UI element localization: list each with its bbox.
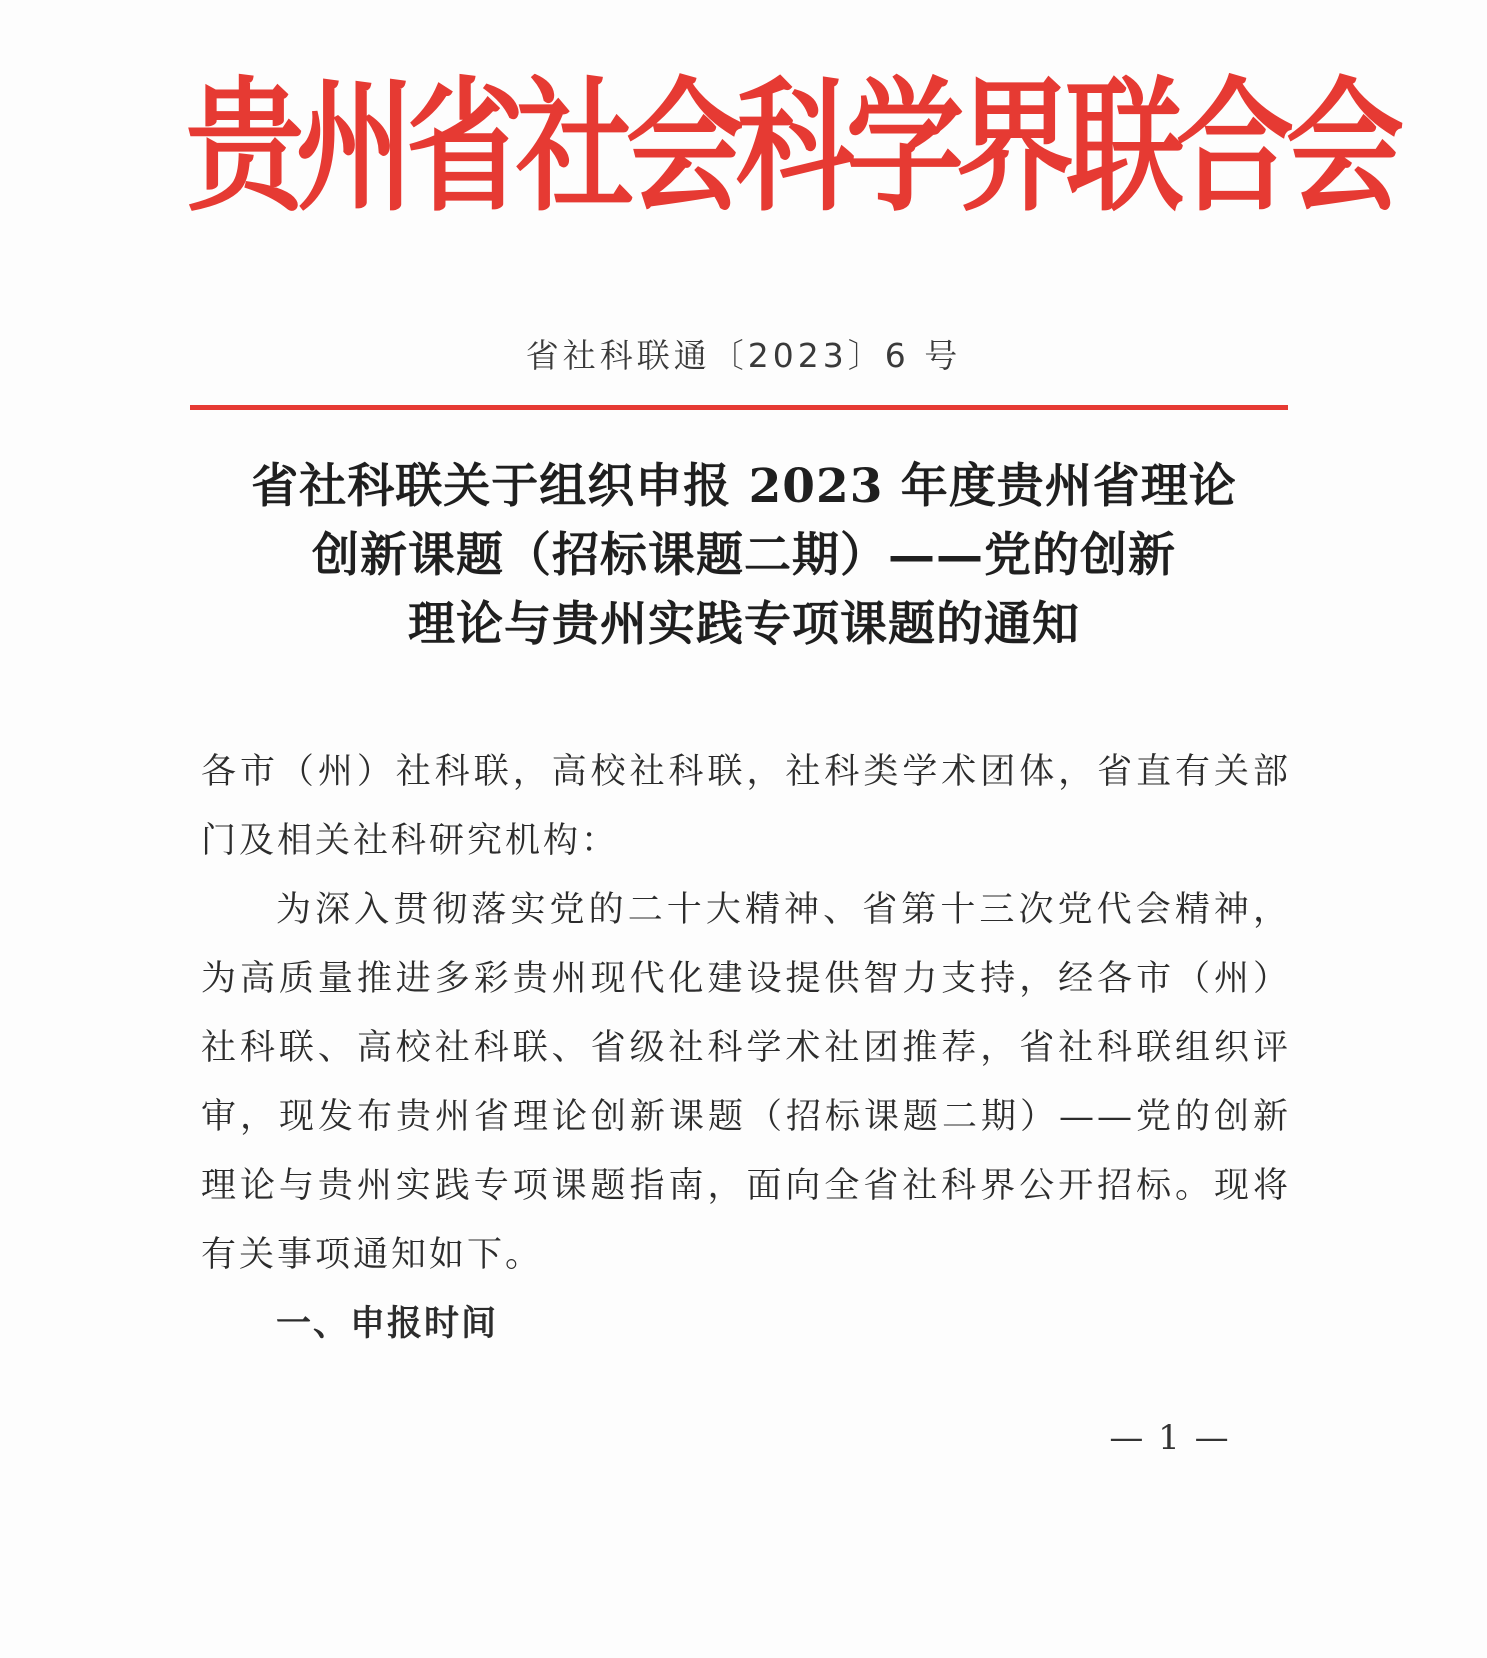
document-body [201, 738, 1291, 1359]
masthead-char: 学 [846, 61, 965, 232]
masthead-char: 合 [1176, 61, 1295, 232]
letterhead-masthead [186, 43, 1405, 250]
document-number: 省社科联通〔2023〕6 号 [525, 336, 962, 375]
masthead-char: 社 [516, 61, 635, 232]
masthead-char: 省 [406, 61, 525, 232]
masthead-char: 会 [626, 61, 745, 232]
page-number: — 1 — [1109, 1418, 1231, 1458]
section-heading: 一、申报时间 [276, 1304, 499, 1344]
masthead-char: 州 [296, 61, 415, 232]
masthead-char: 会 [1286, 61, 1405, 232]
masthead-char: 贵 [186, 61, 305, 232]
title-line: 省社科联关于组织申报 2023 年度贵州省理论 [251, 459, 1237, 514]
masthead-char: 科 [736, 61, 855, 232]
title-line: 理论与贵州实践专项课题的通知 [408, 597, 1080, 652]
body-paragraph: 为深入贯彻落实党的二十大精神、省第十三次党代会精神，为高质量推进多彩贵州现代化建设提供智力支持，经各市（州）社科联、高校社科联、省级社科学术社团推荐，省社科联组织评审，现发布贵州省理论创新课题（招标课题二期）——党的创新理论与贵州实践专项课题指南，面向全省社科界公开招标。现将有关事项通知如下。 [201, 890, 1291, 1275]
red-divider-line [190, 405, 1288, 410]
title-line: 创新课题（招标课题二期）——党的创新 [312, 528, 1176, 583]
salutation: 各市（州）社科联，高校社科联，社科类学术团体，省直有关部门及相关社科研究机构： [201, 752, 1291, 861]
document-title [180, 452, 1308, 659]
masthead-char: 联 [1066, 61, 1185, 232]
masthead-char: 界 [956, 61, 1075, 232]
